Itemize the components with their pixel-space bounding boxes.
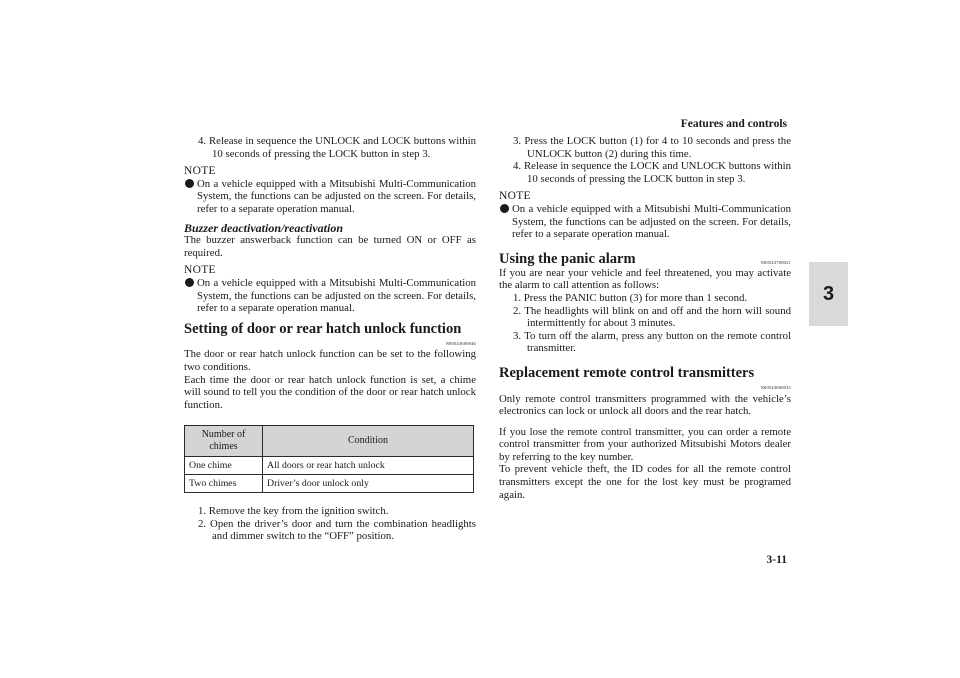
table-cell: All doors or rear hatch unlock	[263, 457, 474, 475]
bullet-icon	[185, 179, 194, 188]
table-header-row	[185, 426, 474, 457]
note-bullet	[499, 203, 791, 241]
table-row	[185, 475, 474, 493]
buzzer-text: The buzzer answerback function can be turned ON or OFF as required.	[184, 234, 476, 259]
table-cell: One chime	[185, 457, 263, 475]
note-label: NOTE	[184, 264, 216, 277]
note-bullet	[184, 178, 476, 216]
replace-para-1: Only remote control transmitters programmed with the vehicle’s electronics can lock or unlock all doors and the rear hatch.	[499, 392, 791, 418]
panic-step-2: 2. The headlights will blink on and off and the horn will sound intermittently for about 3 minutes.	[513, 304, 791, 330]
note-label: NOTE	[184, 165, 216, 178]
note-text: On a vehicle equipped with a Mitsubishi Multi-Communication System, the functions can be adjusted on the screen. For details, refer to a separate operation manual.	[197, 276, 476, 315]
table-cell: Two chimes	[185, 475, 263, 493]
chimes-table	[184, 425, 474, 493]
section-heading	[499, 251, 791, 267]
step-2-text: 2. Open the driver’s door and turn the combination headlights and dimmer switch to the “OFF” position.	[198, 517, 476, 543]
section-heading	[184, 321, 476, 337]
note-bullet	[184, 277, 476, 315]
table-header-chimes: Number of chimes	[185, 426, 263, 457]
left-column	[184, 135, 476, 543]
door-para-1: The door or rear hatch unlock function can be set to the following two conditions.	[184, 348, 476, 373]
replacement-heading: Replacement remote control transmitters	[499, 364, 755, 381]
note-label: NOTE	[499, 190, 531, 203]
section-heading	[499, 365, 791, 381]
table-row	[185, 457, 474, 475]
panic-alarm-heading: Using the panic alarm	[499, 250, 636, 267]
step-4-text: 4. Release in sequence the LOCK and UNLOCK buttons within 10 seconds of pressing the LOCK button in step 3.	[513, 160, 791, 185]
replace-para-2: If you lose the remote control transmitter, you can order a remote control transmitter from your authorized Mitsubishi Motors dealer by referring to the key number.	[499, 425, 791, 463]
replace-para-3: To prevent vehicle theft, the ID codes for all the remote control transmitters except the one for the lost key must be programed again.	[499, 463, 791, 501]
panic-step-1: 1. Press the PANIC button (3) for more than 1 second.	[513, 291, 748, 304]
table-header-condition: Condition	[263, 426, 474, 457]
table-cell: Driver’s door unlock only	[263, 475, 474, 493]
note-text: On a vehicle equipped with a Mitsubishi Multi-Communication System, the functions can be adjusted on the screen. For details, refer to a separate operation manual.	[512, 202, 791, 241]
door-unlock-heading: Setting of door or rear hatch unlock function	[184, 320, 462, 337]
buzzer-heading: Buzzer deactivation/reactivation	[184, 220, 343, 235]
section-code: N00543700021	[760, 259, 791, 265]
door-para-2: Each time the door or rear hatch unlock function is set, a chime will sound to tell you the condition of the door or rear hatch unlock function.	[184, 373, 476, 411]
panic-step-3: 3. To turn off the alarm, press any button on the remote control transmitter.	[513, 329, 791, 355]
bullet-icon	[500, 204, 509, 213]
step-4-text: 4. Release in sequence the UNLOCK and LOCK buttons within 10 seconds of pressing the LOCK button in step 3.	[198, 135, 476, 160]
step-1-text: 1. Remove the key from the ignition switch.	[198, 505, 389, 518]
page-number: 3-11	[766, 554, 787, 566]
section-code: N00543800035	[760, 384, 791, 390]
panic-intro: If you are near your vehicle and feel threatened, you may activate the alarm to call attention as follows:	[499, 266, 791, 292]
section-code: N00543600046	[445, 340, 476, 346]
note-text: On a vehicle equipped with a Mitsubishi Multi-Communication System, the functions can be adjusted on the screen. For details, refer to a separate operation manual.	[197, 177, 476, 215]
step-3-text: 3. Press the LOCK button (1) for 4 to 10 seconds and press the UNLOCK button (2) during this time.	[513, 135, 791, 160]
bullet-icon	[185, 278, 194, 287]
running-header: Features and controls	[680, 118, 787, 130]
right-column	[499, 135, 791, 501]
chapter-tab: 3	[809, 262, 848, 326]
